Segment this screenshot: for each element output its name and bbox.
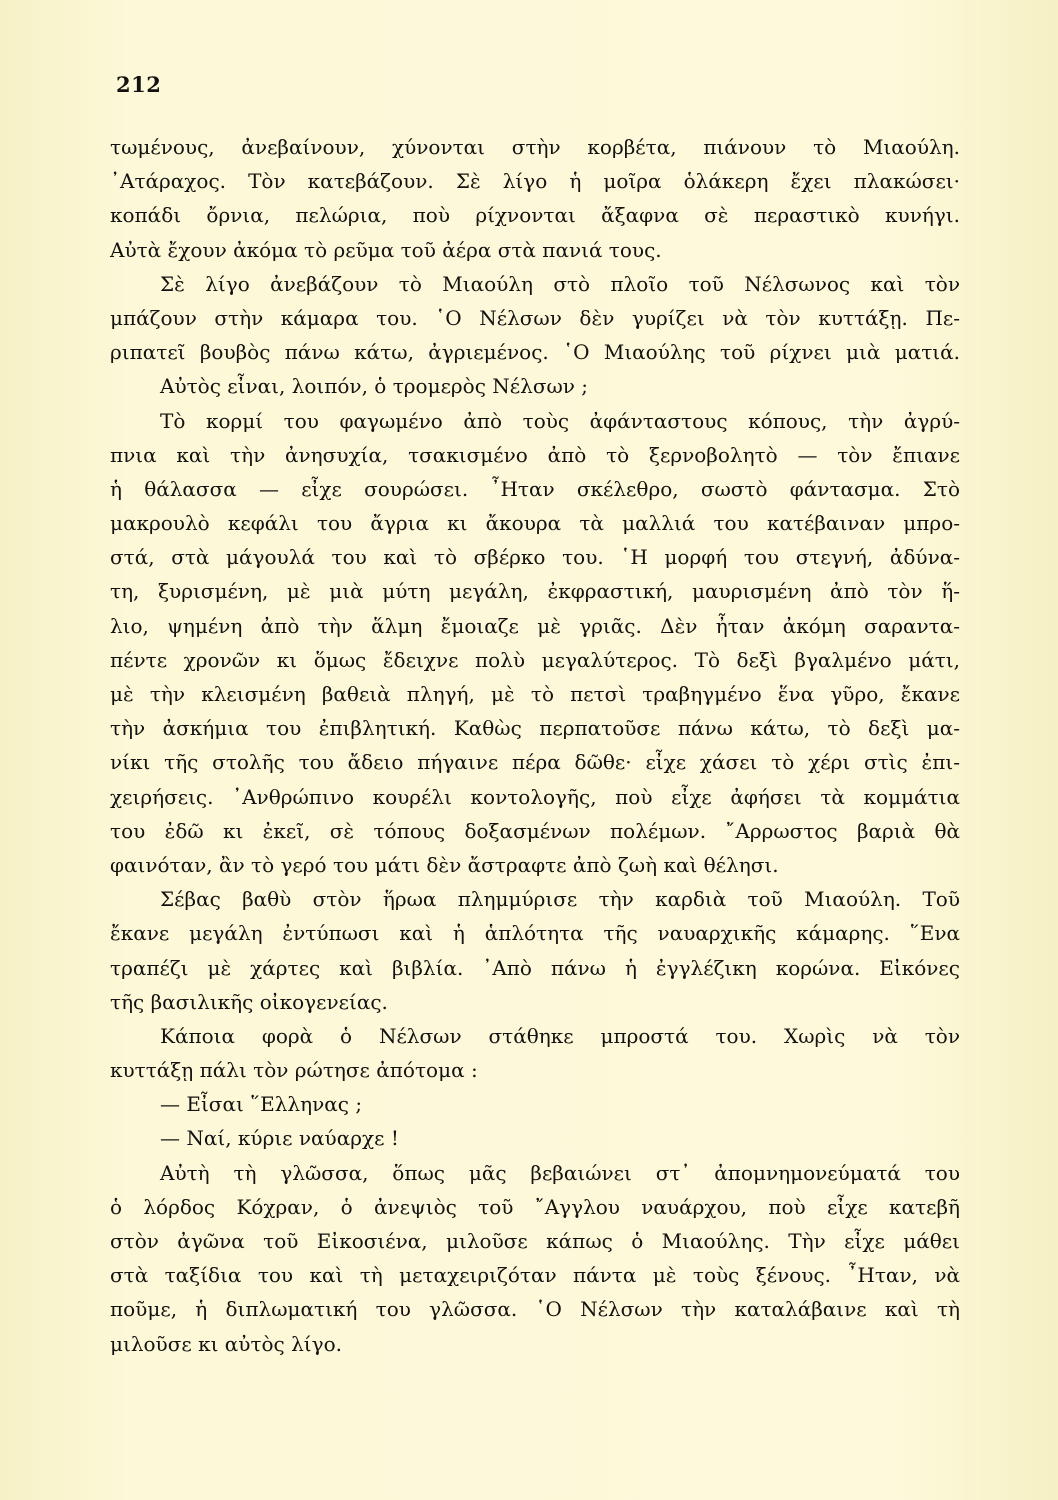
text-line: ἡ θάλασσα — εἶχε σουρώσει. ῏Ηταν σκέλεθρο, σωστὸ φάντασμα. Στὸ — [110, 476, 960, 501]
text-line: Σὲ λίγο ἀνεβάζουν τὸ Μιαούλη στὸ πλοῖο τοῦ Νέλσωνος καὶ τὸν — [160, 271, 960, 296]
text-line: στά, στὰ μάγουλά του καὶ τὸ σβέρκο του. ῾Η μορφή του στεγνή, ἀδύνα- — [110, 545, 960, 570]
text-line: πέντε χρονῶν κι ὅμως ἔδειχνε πολὺ μεγαλύτερος. Τὸ δεξὶ βγαλμένο μάτι, — [110, 647, 960, 672]
text-line: μὲ τὴν κλεισμένη βαθειὰ πληγή, μὲ τὸ πετσὶ τραβηγμένο ἕνα γῦρο, ἔκανε — [110, 682, 960, 706]
text-line: τη, ξυρισμένη, μὲ μιὰ μύτη μεγάλη, ἐκφραστική, μαυρισμένη ἀπὸ τὸν ἥ- — [110, 579, 960, 604]
text-line: κοπάδι ὄρνια, πελώρια, ποὺ ρίχνονται ἄξαφνα σὲ περαστικὸ κυνήγι. — [110, 203, 960, 228]
text-line: τῆς βασιλικῆς οἰκογενείας. — [110, 989, 388, 1014]
text-line: Σέβας βαθὺ στὸν ἥρωα πλημμύρισε τὴν καρδιὰ τοῦ Μιαούλη. Τοῦ — [160, 887, 960, 912]
page-number: 212 — [116, 72, 162, 97]
text-line: Τὸ κορμί του φαγωμένο ἀπὸ τοὺς ἀφάνταστους κόπους, τὴν ἀγρύ- — [160, 408, 960, 433]
text-line: μπάζουν στὴν κάμαρα του. ῾Ο Νέλσων δὲν γυρίζει νὰ τὸν κυττάξῃ. Πε- — [110, 305, 960, 330]
text-line: τωμένους, ἀνεβαίνουν, χύνονται στὴν κορβέτα, πιάνουν τὸ Μιαούλη. — [110, 135, 960, 159]
text-line: πνια καὶ τὴν ἀνησυχία, τσακισμένο ἀπὸ τὸ ξερνοβολητὸ — τὸν ἔπιανε — [110, 442, 960, 467]
text-line: νίκι τῆς στολῆς του ἄδειο πήγαινε πέρα δῶθε· εἶχε χάσει τὸ χέρι στὶς ἐπι- — [110, 750, 960, 775]
text-line: — Ναί, κύριε ναύαρχε ! — [160, 1126, 399, 1151]
body-text — [110, 130, 960, 1361]
text-line: ἔκανε μεγάλη ἐντύπωσι καὶ ἡ ἁπλότητα τῆς ναυαρχικῆς κάμαρης. ῞Ενα — [110, 921, 960, 946]
text-line: Αὐτὸς εἶναι, λοιπόν, ὁ τρομερὸς Νέλσων ; — [160, 374, 589, 399]
text-line: τὴν ἀσκήμια του ἐπιβλητική. Καθὼς περπατοῦσε πάνω κάτω, τὸ δεξὶ μα- — [110, 716, 960, 741]
text-line: ᾿Ατάραχος. Τὸν κατεβάζουν. Σὲ λίγο ἡ μοῖρα ὁλάκερη ἔχει πλακώσει· — [110, 169, 960, 194]
text-line: — Εἶσαι ῞Ελληνας ; — [160, 1092, 363, 1117]
text-line: τραπέζι μὲ χάρτες καὶ βιβλία. ᾿Απὸ πάνω ἡ ἐγγλέζικη κορώνα. Εἰκόνες — [110, 955, 960, 980]
text-line: Αὐτὰ ἔχουν ἀκόμα τὸ ρεῦμα τοῦ ἀέρα στὰ πανιά τους. — [110, 237, 662, 262]
text-line: Κάποια φορὰ ὁ Νέλσων στάθηκε μπροστά του. Χωρὶς νὰ τὸν — [160, 1023, 960, 1048]
text-line: μακρουλὸ κεφάλι του ἄγρια κι ἄκουρα τὰ μαλλιά του κατέβαιναν μπρο- — [110, 511, 960, 536]
text-line: χειρήσεις. ᾿Ανθρώπινο κουρέλι κοντολογῆς, ποὺ εἶχε ἀφήσει τὰ κομμάτια — [110, 784, 960, 809]
text-line: ριπατεῖ βουβὸς πάνω κάτω, ἀγριεμένος. ῾Ο Μιαούλης τοῦ ρίχνει μιὰ ματιά. — [110, 340, 960, 365]
text-line: στὸν ἀγῶνα τοῦ Εἰκοσιένα, μιλοῦσε κάπως ὁ Μιαούλης. Τὴν εἶχε μάθει — [110, 1229, 960, 1253]
text-line: φαινόταν, ἂν τὸ γερό του μάτι δὲν ἄστραφτε ἀπὸ ζωὴ καὶ θέλησι. — [110, 852, 779, 877]
text-line: ὁ λόρδος Κόχραν, ὁ ἀνεψιὸς τοῦ ῎Αγγλου ναυάρχου, ποὺ εἶχε κατεβῆ — [110, 1194, 960, 1219]
text-line: Αὐτὴ τὴ γλῶσσα, ὅπως μᾶς βεβαιώνει στ᾿ ἀπομνημονεύματά του — [160, 1160, 960, 1185]
text-line: ποῦμε, ἡ διπλωματική του γλῶσσα. ῾Ο Νέλσων τὴν καταλάβαινε καὶ τὴ — [110, 1297, 960, 1322]
text-line: λιο, ψημένη ἀπὸ τὴν ἅλμη ἔμοιαζε μὲ γριᾶς. Δὲν ἦταν ἀκόμη σαραντα- — [110, 613, 960, 638]
text-line: του ἐδῶ κι ἐκεῖ, σὲ τόπους δοξασμένων πολέμων. ῎Αρρωστος βαριὰ θὰ — [110, 818, 960, 843]
text-line: στὰ ταξίδια του καὶ τὴ μεταχειριζόταν πάντα μὲ τοὺς ξένους. ῏Ηταν, νὰ — [110, 1263, 960, 1288]
text-line: κυττάξῃ πάλι τὸν ρώτησε ἀπότομα : — [110, 1058, 478, 1083]
text-line: μιλοῦσε κι αὐτὸς λίγο. — [110, 1331, 342, 1356]
